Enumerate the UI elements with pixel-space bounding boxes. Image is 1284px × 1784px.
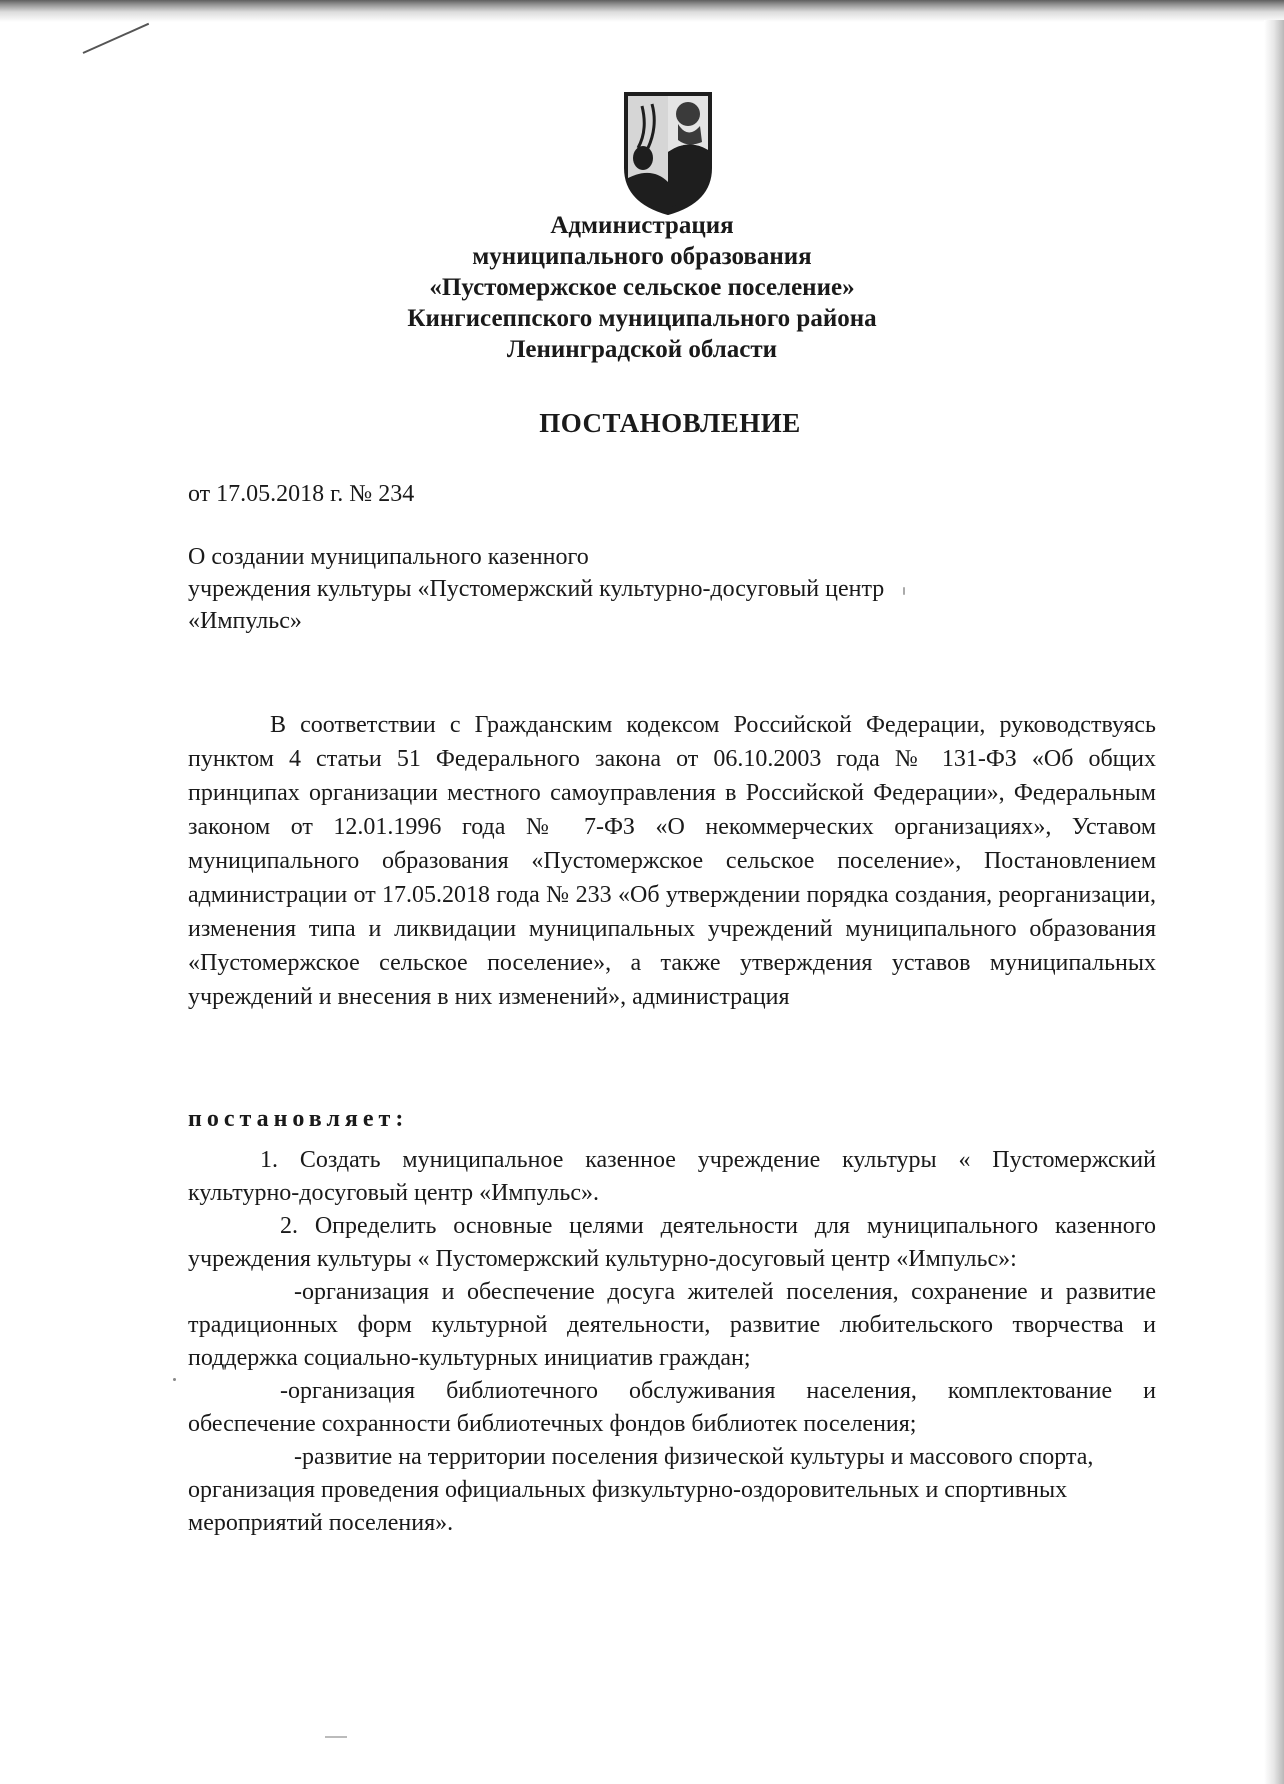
subject-line: учреждения культуры «Пустомержский культурно-досуговый центр <box>188 576 885 602</box>
coat-of-arms-emblem <box>622 90 714 218</box>
date-and-number: от 17.05.2018 г. № 234 <box>188 481 415 507</box>
header-line-settlement: «Пустомержское сельское поселение» <box>429 274 855 301</box>
header-line-municipality: муниципального образования <box>472 243 812 270</box>
resolution-items <box>188 1144 1156 1540</box>
goal-item-library: -организация библиотечного обслуживания населения, комплектование и обеспечение сохранности библиотечных фондов библиотек поселения; <box>188 1378 1156 1437</box>
scan-speck <box>173 1378 176 1381</box>
goal-item-sport: -развитие на территории поселения физической культуры и массового спорта, организация проведения официальных физкультурно-оздоровительных и спортивных мероприятий поселения». <box>188 1444 1094 1536</box>
header-line-district: Кингисеппского муниципального района <box>407 305 877 332</box>
resolution-item-2: 2. Определить основные целями деятельности для муниципального казенного учреждения культуры « Пустомержский культурно-досуговый центр «Импульс»: <box>188 1213 1156 1272</box>
subject-line: «Импульс» <box>188 608 302 634</box>
preamble-paragraph: В соответствии с Гражданским кодексом Российской Федерации, руководствуясь пунктом 4 статьи 51 Федерального закона от 06.10.2003 года № 131-ФЗ «Об общих принципах организации местного самоуправления в Российской Федерации», Федеральным законом от 12.01.1996 года № 7-ФЗ «О некоммерческих организациях», Уставом муниципального образования «Пустомержское сельское поселение», Постановлением администрации от 17.05.2018 года № 233 «Об утверждении порядка создания, реорганизации, изменения типа и ликвидации муниципальных учреждений муниципального образования «Пустомержское сельское поселение», а также утверждения уставов муниципальных учреждений и внесения в них изменений», администрация <box>188 712 1156 1010</box>
subject-line: О создании муниципального казенного <box>188 544 589 570</box>
issuer-header <box>0 210 1284 365</box>
header-line-administration: Администрация <box>550 212 734 239</box>
goal-item-leisure: -организация и обеспечение досуга жителей поселения, сохранение и развитие традиционных форм культурной деятельности, развитие любительского творчества и поддержка социально-культурных инициатив граждан; <box>188 1279 1156 1371</box>
document-type-title: ПОСТАНОВЛЕНИЕ <box>539 408 801 438</box>
scan-top-edge <box>0 0 1284 22</box>
document-subject <box>188 541 1088 637</box>
resolution-item-1: 1. Создать муниципальное казенное учреждение культуры « Пустомержский культурно-досуговый центр «Импульс». <box>188 1147 1156 1206</box>
resolves-heading: постановляет: <box>188 1106 409 1132</box>
header-line-region: Ленинградской области <box>506 336 778 363</box>
preamble-block <box>188 708 1156 1014</box>
pen-mark <box>83 23 150 54</box>
scan-mark <box>325 1736 347 1738</box>
